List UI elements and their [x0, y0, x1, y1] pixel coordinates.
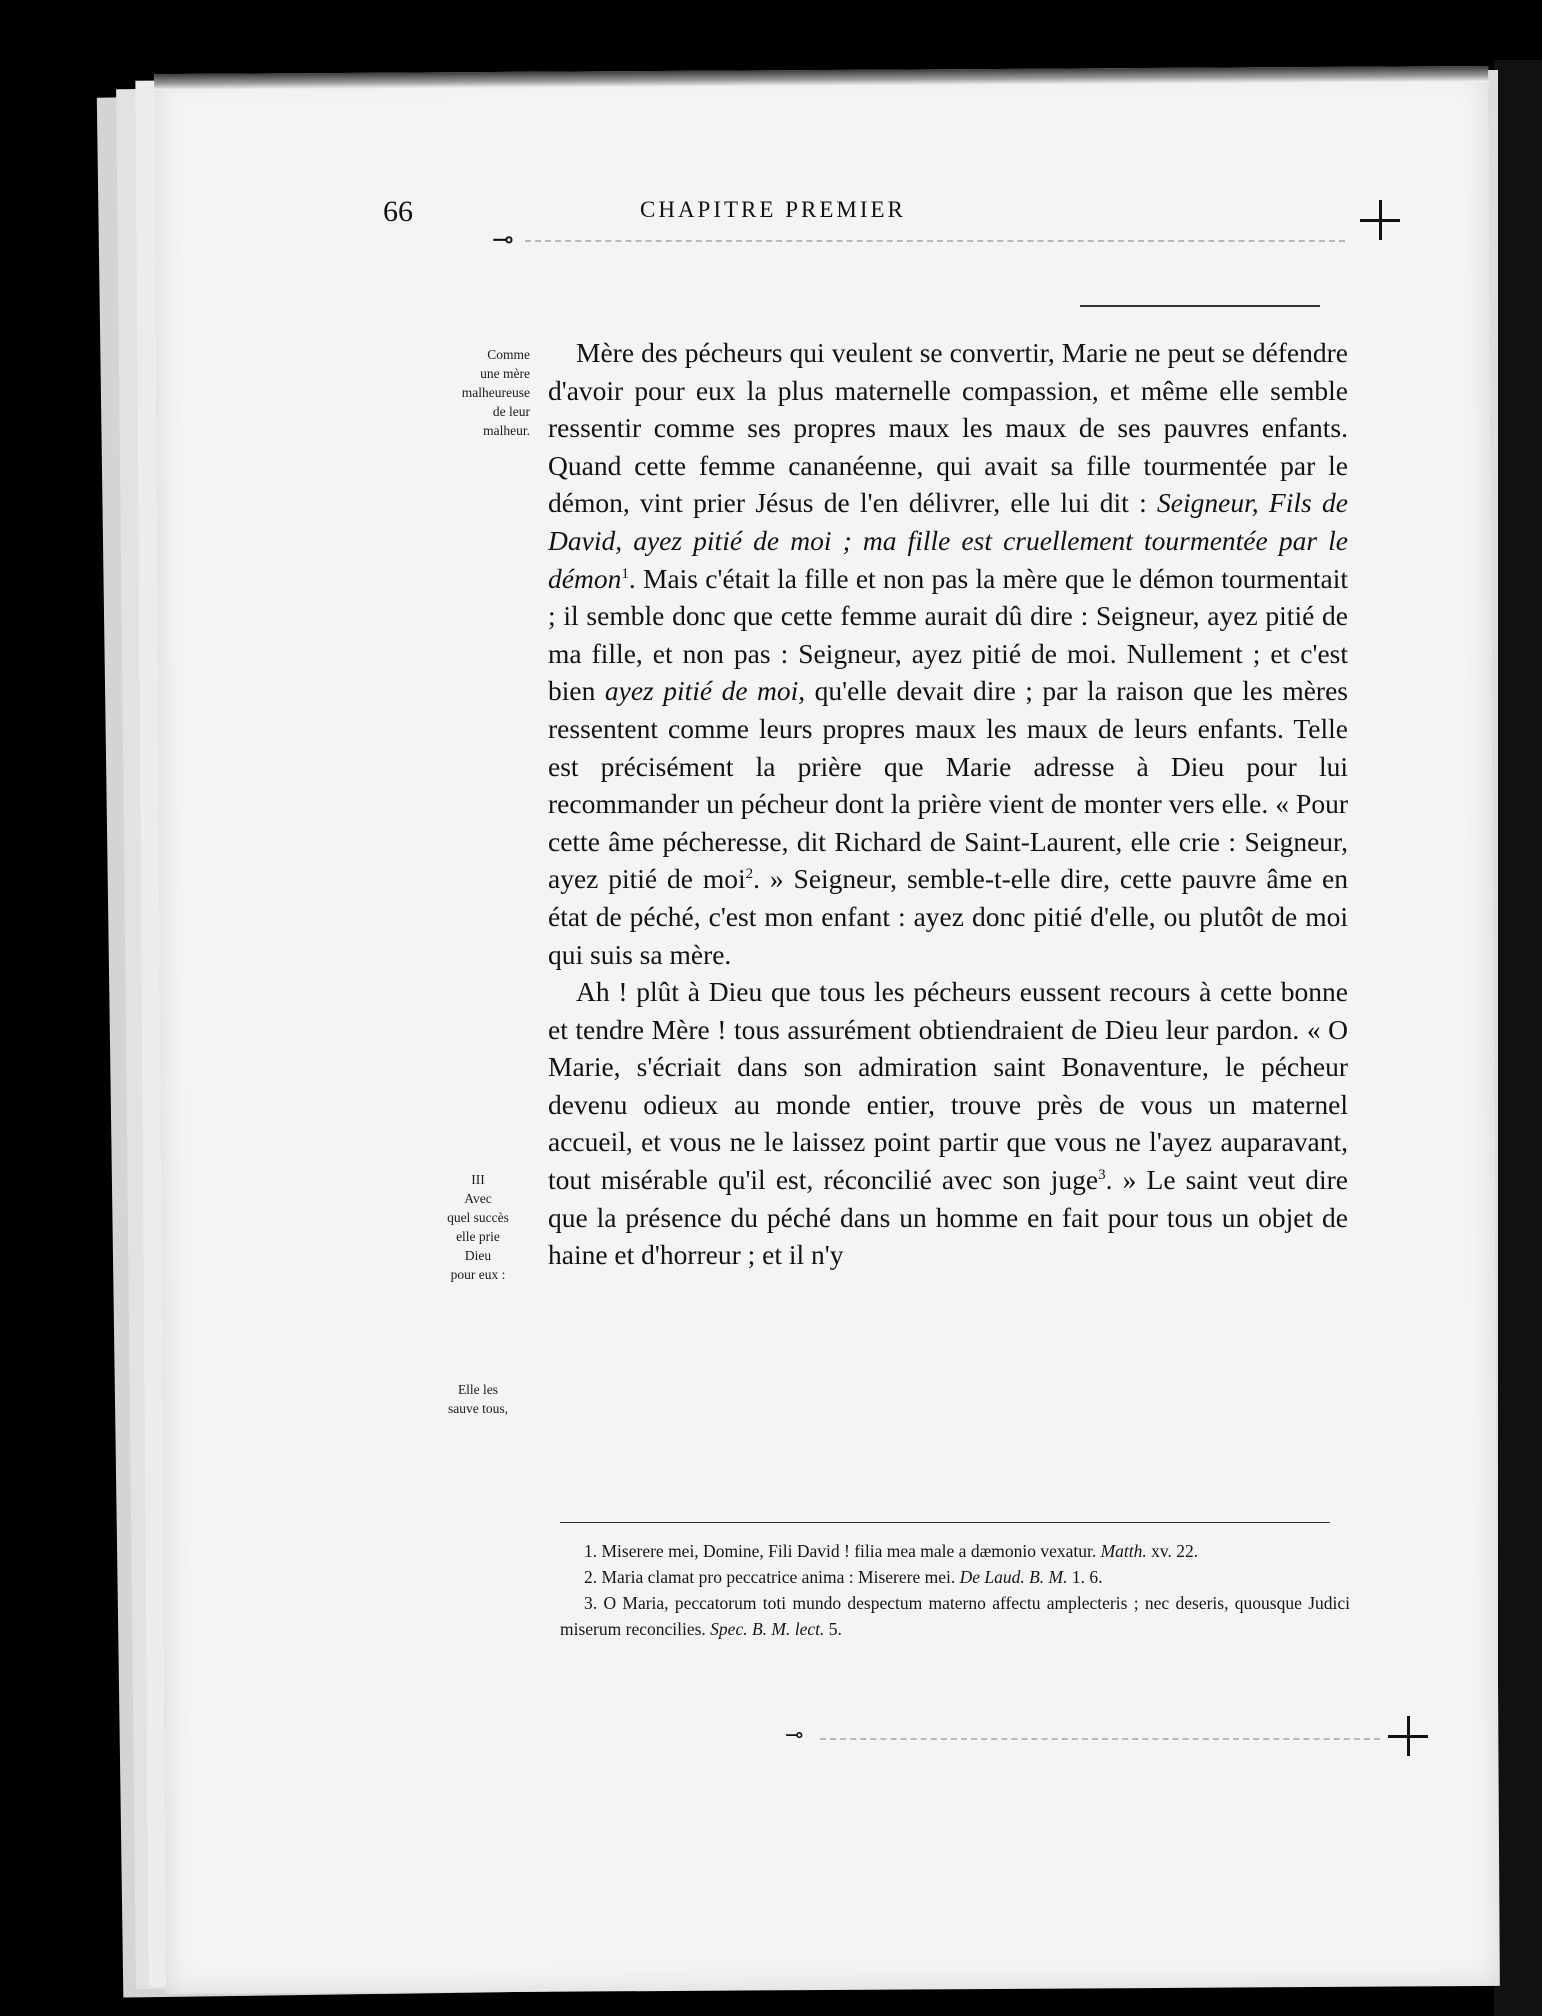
margin-note-line: III: [471, 1172, 485, 1187]
margin-note-line: Avec: [464, 1191, 492, 1206]
p1-text-d: . » Seigneur, semble-t-elle dire, cette pauvre âme en état de péché, c'est mon enfant : ayez donc pitié d'elle, ou plutôt de moi qui suis sa mère.: [548, 863, 1348, 970]
p1-text-c: qu'elle devait dire ; par la raison que les mères ressentent comme leurs propres maux les maux de leurs enfants. Telle est précisément la prière que Marie adresse à Dieu pour lui recommander un pécheur dont la prière vient de monter vers elle. « Pour cette âme pécheresse, dit Richard de Saint-Laurent, elle crie : Seigneur, ayez pitié de moi: [548, 675, 1348, 895]
p1-italic-quote: Seigneur, Fils de David, ayez pitié de moi ; ma fille est cruellement tourmentée par le démon: [548, 487, 1348, 594]
footnote-3-source: Spec. B. M. lect.: [710, 1619, 825, 1639]
margin-note-line: Dieu: [464, 1248, 492, 1263]
page-top-shadow: [154, 66, 1488, 90]
top-right-cross-icon: [1360, 200, 1400, 240]
margin-note-line: quel succès: [447, 1210, 509, 1225]
margin-note-1: [410, 345, 530, 440]
footnote-ref-3: 3: [1098, 1166, 1106, 1183]
margin-note-line: Comme: [487, 347, 530, 362]
margin-note-line: elle prie: [456, 1229, 500, 1244]
top-dashed-rule: [525, 240, 1345, 242]
footnote-2: [560, 1564, 1350, 1590]
header-rule: [1080, 305, 1320, 307]
margin-note-line: malheur.: [483, 423, 530, 438]
footnote-2-text: 2. Maria clamat pro peccatrice anima : Miserere mei.: [584, 1567, 960, 1587]
running-head: CHAPITRE PREMIER: [640, 197, 906, 222]
footnote-ref-1: 1: [621, 565, 629, 582]
footnote-ref-2: 2: [745, 866, 754, 883]
p2-text-b: . » Le saint veut dire que la présence du péché dans un homme en fait pour tous un objet de haine et d'horreur ; et il n'y: [548, 1164, 1349, 1271]
footnote-1-ref: xv. 22.: [1146, 1541, 1199, 1561]
margin-note-line: pour eux :: [450, 1267, 506, 1282]
footnote-3-ref: 5.: [824, 1619, 842, 1639]
margin-note-line: une mère: [480, 366, 530, 381]
bottom-left-ornament-icon: ⊸: [785, 1722, 804, 1747]
footnote-2-ref: 1. 6.: [1067, 1567, 1103, 1587]
p2-text-a: Ah ! plût à Dieu que tous les pécheurs eussent recours à cette bonne et tendre Mère ! tous assurément obtiendraient de Dieu leur pardon. « O Marie, s'écriait dans son admiration saint Bonaventure, le pécheur devenu odieux au monde entier, trouve près de vous un maternel accueil, et vous ne le laissez point partir que vous ne l'ayez auparavant, tout misérable qu'il est, réconcilié avec son juge: [548, 976, 1348, 1196]
margin-note-line: sauve tous,: [448, 1401, 508, 1416]
margin-note-line: malheureuse: [461, 385, 530, 400]
footnote-1-source: Matth.: [1100, 1541, 1147, 1561]
body-text: [548, 334, 1348, 1274]
margin-note-3: [433, 1380, 523, 1418]
p1-text-b: . Mais c'était la fille et non pas la mère que le démon tourmentait ; il semble donc que cette femme aurait dû dire : Seigneur, ayez pitié de ma fille, et non pas : Seigneur, ayez pitié de moi. Nullement ; et c'est bien: [548, 562, 1348, 707]
footnote-3-text: 3. O Maria, peccatorum toti mundo despectum materno affectu amplecteris ; nec deseris, quousque Judici miserum reconcilies.: [560, 1593, 1350, 1639]
footnote-1-text: 1. Miserere mei, Domine, Fili David ! filia mea male a dæmonio vexatur.: [584, 1541, 1101, 1561]
p1-text-a: Mère des pécheurs qui veulent se convertir, Marie ne peut se défendre d'avoir pour eux la plus maternelle compassion, et même elle semble ressentir comme ses propres maux les maux de ses pauvres enfants. Quand cette femme cananéenne, qui avait sa fille tourmentée par le démon, vint prier Jésus de l'en délivrer, elle lui dit :: [548, 337, 1348, 519]
page-number: 66: [383, 195, 413, 228]
paragraph-2: [548, 973, 1348, 1274]
margin-note-line: Elle les: [457, 1382, 499, 1397]
paragraph-1: [548, 334, 1348, 973]
scan-background-right: [1494, 60, 1542, 2016]
footnote-2-source: De Laud. B. M.: [959, 1567, 1068, 1587]
margin-note-line: de leur: [492, 404, 530, 419]
footnote-separator: [560, 1522, 1330, 1523]
p1-italic-phrase: ayez pitié de moi,: [604, 675, 806, 707]
footnotes: [560, 1538, 1350, 1642]
footnote-1: [560, 1538, 1350, 1564]
bottom-dashed-rule: [820, 1738, 1380, 1740]
footnote-3: [560, 1590, 1350, 1642]
margin-note-2: [433, 1170, 523, 1284]
bottom-right-cross-icon: [1388, 1716, 1428, 1756]
top-left-ornament-icon: ⊸: [492, 225, 514, 254]
